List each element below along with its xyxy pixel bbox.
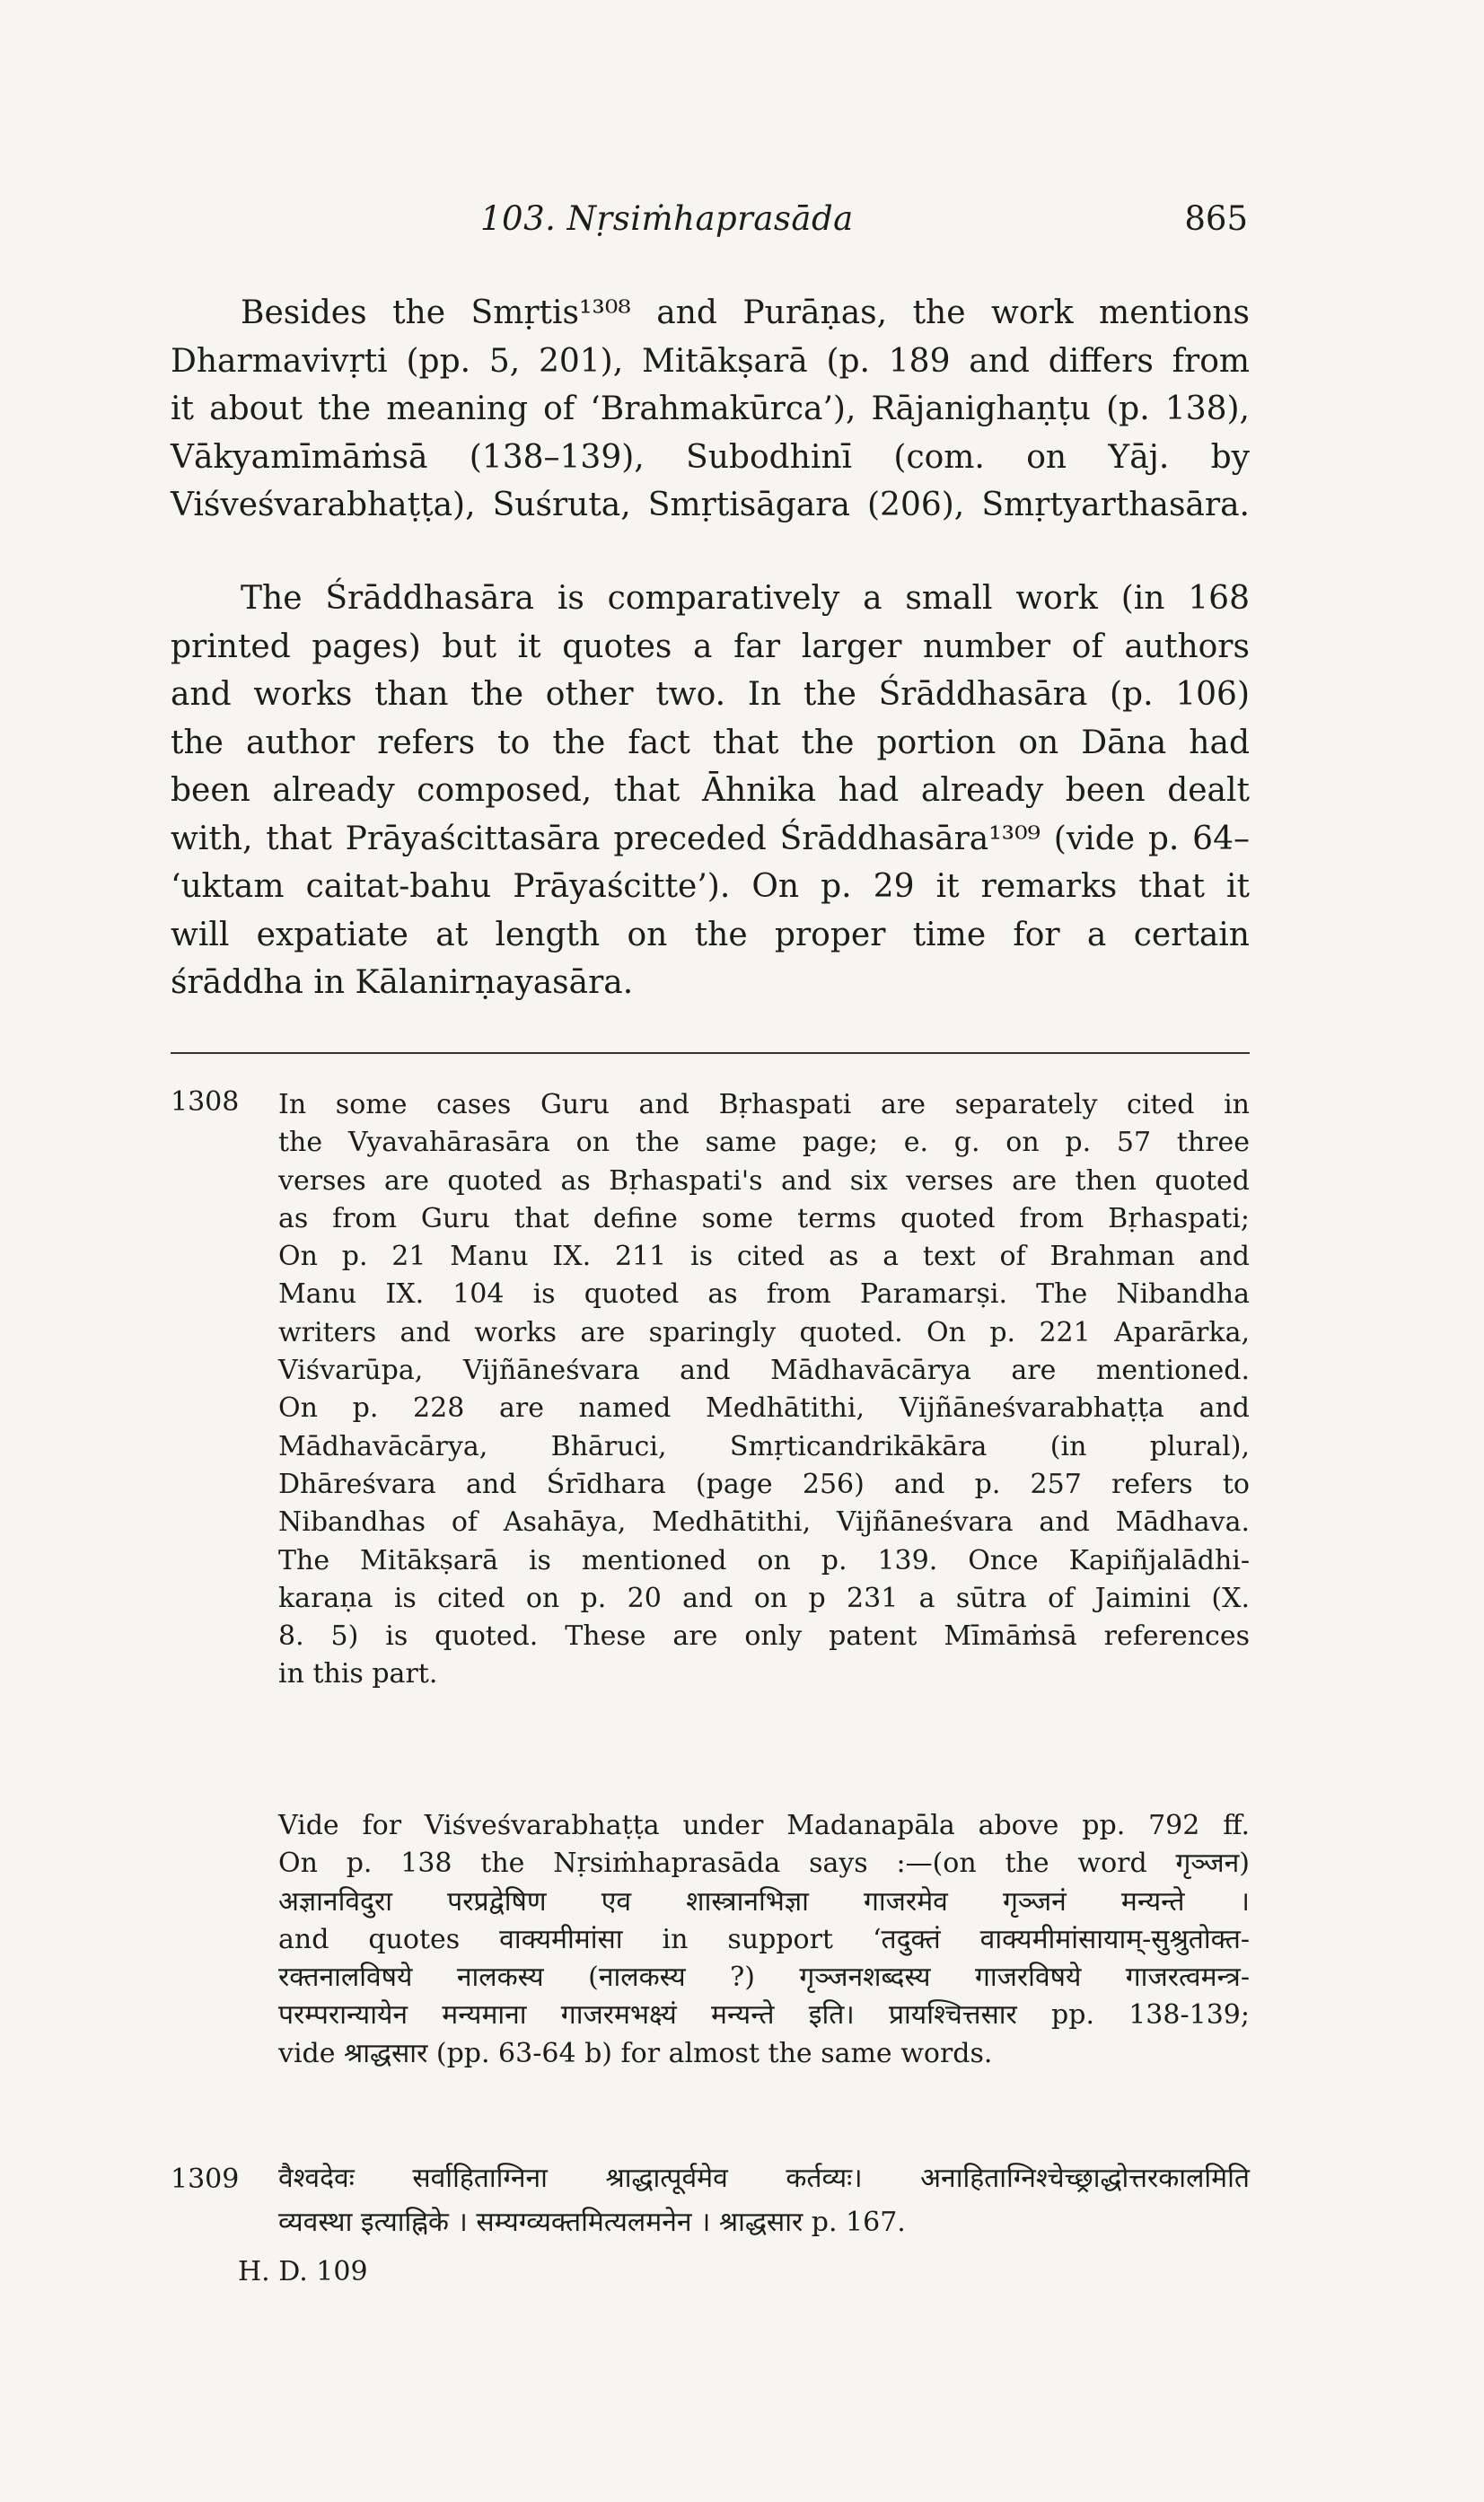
footnote-line: as from Guru that define some terms quoted from Bṛhaspati; [278, 1202, 1250, 1234]
footnote-divider [171, 1052, 1250, 1054]
text-line: printed pages) but it quotes a far larger number of authors [171, 628, 1250, 665]
footnote-line: Mādhavācārya, Bhāruci, Smṛticandrikākāra (in plural), [278, 1430, 1250, 1462]
footnote-line: परम्परान्यायेन मन्यमाना गाजरमभक्ष्यं मन्यन्ते इति। प्रायश्चित्तसार pp. 138-139; [278, 1999, 1250, 2032]
footnote-line: Manu IX. 104 is quoted as from Paramarṣi. The Nibandha [278, 1278, 1250, 1311]
footnote-line: writers and works are sparingly quoted. On p. 221 Aparārka, [278, 1316, 1250, 1348]
footnote-line: 8. 5) is quoted. These are only patent Mīmāṁsā references [278, 1620, 1250, 1653]
text-line: with, that Prāyaścittasāra preceded Śrāddhasāra¹³⁰⁹ (vide p. 64– [171, 820, 1250, 857]
footnote-line: vide श्राद्धसार (pp. 63-64 b) for almost the same words. [278, 2037, 993, 2069]
text-line: will expatiate at length on the proper time for a certain [171, 916, 1250, 953]
footnote-line: रक्तनालविषये नालकस्य (नालकस्य ?) गृञ्जनशब्दस्य गाजरविषये गाजरत्वमन्त्र- [278, 1962, 1250, 1994]
text-line: Dharmavivṛti (pp. 5, 201), Mitākṣarā (p. 189 and differs from [171, 342, 1250, 380]
text-line: śrāddha in Kālanirṇayasāra. [171, 964, 634, 1001]
footnote-line: the Vyavahārasāra on the same page; e. g. on p. 57 three [278, 1127, 1250, 1159]
text-line: it about the meaning of ‘Brahmakūrca’), Rājanighaṇṭu (p. 138), [171, 391, 1250, 427]
footnote-number-1309: 1309 [171, 2164, 240, 2195]
footnote-line: verses are quoted as Bṛhaspati's and six verses are then quoted [278, 1164, 1250, 1197]
footnote-line: and quotes वाक्यमीमांसा in support ‘तदुक्तं वाक्यमीमांसायाम्-सुश्रुतोक्त- [278, 1923, 1250, 1955]
footnote-line: in this part. [278, 1658, 438, 1690]
text-line: Vākyamīmāṁsā (138–139), Subodhinī (com. on Yāj. by [171, 438, 1250, 476]
text-line: and works than the other two. In the Śrāddhasāra (p. 106) [171, 676, 1250, 713]
text-line: The Śrāddhasāra is comparatively a small work (in 168 [241, 580, 1250, 617]
footnote-line: Nibandhas of Asahāya, Medhātithi, Vijñāneśvara and Mādhava. [278, 1506, 1250, 1539]
footnote-line: The Mitākṣarā is mentioned on p. 139. Once Kapiñjalādhi- [278, 1544, 1250, 1576]
body-paragraph-2 [171, 575, 1250, 1007]
text-line: ‘uktam caitat-bahu Prāyaścitte’). On p. 29 it remarks that it [171, 868, 1250, 905]
footnote-line: वैश्वदेवः सर्वाहिताग्निना श्राद्धात्पूर्वमेव कर्तव्यः। अनाहिताग्निश्चेच्छ्राद्धोत्तरकालमिति [278, 2163, 1250, 2194]
footnote-line: व्यवस्था इत्याह्निके । सम्यग्व्यक्तमित्यलमनेन । श्राद्धसार p. 167. [278, 2207, 906, 2238]
footnote-1308 [278, 1086, 1250, 1694]
footnote-line: Dhāreśvara and Śrīdhara (page 256) and p. 257 refers to [278, 1468, 1250, 1500]
running-title: 103. Nṛsiṁhaprasāda [480, 199, 854, 238]
footnote-line: अज्ञानविदुरा परप्रद्वेषिण एव शास्त्रानभिज्ञा गाजरमेव गृञ्जनं मन्यन्ते । [278, 1885, 1250, 1918]
text-line: the author refers to the fact that the portion on Dāna had [171, 724, 1250, 761]
footnote-line: Vide for Viśveśvarabhaṭṭa under Madanapāla above pp. 792 ff. [278, 1810, 1250, 1841]
footnote-line: On p. 138 the Nṛsiṁhaprasāda says :—(on the word गृञ्जन) [278, 1848, 1250, 1880]
text-line: been already composed, that Āhnika had already been dealt [171, 772, 1250, 809]
footnote-1308-continuation [278, 1807, 1250, 2073]
footnote-1309 [278, 2156, 1250, 2244]
text-line: Viśveśvarabhaṭṭa), Suśruta, Smṛtisāgara (206), Smṛtyarthasāra. [171, 487, 1250, 523]
footnote-line: karaṇa is cited on p. 20 and on p 231 a sūtra of Jaimini (X. [278, 1582, 1250, 1614]
body-paragraph-1 [171, 289, 1250, 530]
page-header [171, 199, 1248, 253]
footnote-line: In some cases Guru and Bṛhaspati are separately cited in [278, 1089, 1250, 1120]
footnote-line: Viśvarūpa, Vijñāneśvara and Mādhavācārya are mentioned. [278, 1355, 1250, 1387]
page-number: 865 [1184, 199, 1248, 238]
footnote-line: On p. 228 are named Medhātithi, Vijñāneśvarabhaṭṭa and [278, 1392, 1250, 1425]
footnote-number-1308: 1308 [171, 1086, 240, 1118]
text-line: Besides the Smṛtis¹³⁰⁸ and Purāṇas, the work mentions [241, 294, 1250, 331]
footnote-line: On p. 21 Manu IX. 211 is cited as a text of Brahman and [278, 1241, 1250, 1273]
printer-signature: H. D. 109 [238, 2256, 368, 2287]
